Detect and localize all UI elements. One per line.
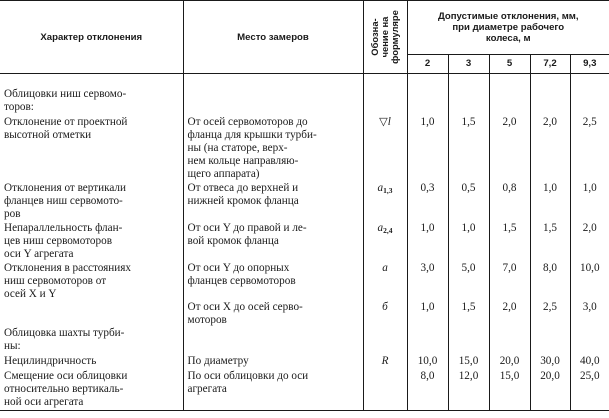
deviation-cell: Облицовка шахты турби- ны: [4, 327, 125, 352]
tolerance-value: 5,0 [448, 262, 489, 301]
location-cell: От отвеса до верхней и нижней кромок фланца [183, 182, 363, 222]
tolerance-value: 1,0 [570, 182, 609, 222]
tolerance-value: 1,5 [530, 222, 570, 262]
symbol-letter: a [377, 222, 384, 234]
symbol-cell [363, 327, 407, 355]
symbol-cell [363, 301, 407, 327]
tolerance-value: 15,0 [448, 355, 489, 370]
table-row [0, 355, 609, 370]
tolerance-value: 15,0 [489, 370, 530, 410]
symbol-letter: б [382, 301, 388, 313]
tolerance-value: 1,0 [448, 222, 489, 262]
location-cell [183, 327, 363, 355]
tolerance-value: 0,8 [489, 182, 530, 222]
deviation-cell: Непараллельность флан- цев ниш сервомоторов оси Y агрегата [4, 222, 123, 260]
symbol-cell [363, 370, 407, 410]
tolerance-value: 2,5 [530, 301, 570, 327]
deviation-cell: Нецилиндричность [4, 355, 97, 367]
table-row [0, 262, 609, 301]
location-cell: От оси Y до правой и ле- вой кромок фланца [183, 222, 363, 262]
symbol-cell [363, 88, 407, 116]
tolerance-value [448, 327, 489, 355]
header-deviation: Характер отклонения [0, 1, 183, 74]
symbol-subscript: 1,3 [383, 186, 393, 195]
location-cell: От оси X до осей серво- моторов [183, 301, 363, 327]
tolerance-value: 8,0 [530, 262, 570, 301]
deviation-cell: Отклонения от вертикали фланцев ниш сервомото- ров [4, 182, 126, 220]
tolerance-value [407, 88, 448, 116]
tolerance-value: 40,0 [570, 355, 609, 370]
location-cell: От осей сервомоторов до фланца для крышки турби- ны (на статоре, верх- нем кольце направляю- щего аппарата) [183, 116, 363, 182]
header-location: Место замеров [183, 1, 363, 74]
tolerance-value: 1,5 [489, 222, 530, 262]
tolerance-value: 3,0 [407, 262, 448, 301]
tolerance-value: 10,0 [570, 262, 609, 301]
tolerance-value [530, 327, 570, 355]
deviation-cell: Отклонение от проектной высотной отметки [4, 116, 128, 141]
symbol-letter: R [381, 355, 389, 367]
tolerance-value: 1,5 [448, 116, 489, 182]
tolerance-value: 1,0 [407, 222, 448, 262]
table-row [0, 370, 609, 410]
tolerance-value: 30,0 [530, 355, 570, 370]
location-cell [183, 88, 363, 116]
header-diameter: 7,2 [530, 54, 570, 73]
table-body [0, 74, 609, 411]
location-cell: От оси Y до опорных фланцев сервомоторов [183, 262, 363, 301]
tolerance-value: 0,3 [407, 182, 448, 222]
spacer-row [0, 74, 609, 89]
tolerance-value [407, 327, 448, 355]
tolerance-value: 2,0 [489, 301, 530, 327]
tolerance-value [489, 327, 530, 355]
tolerance-value: 2,0 [489, 116, 530, 182]
tolerance-value: 25,0 [570, 370, 609, 410]
symbol-cell [363, 116, 407, 182]
symbol-cell [363, 262, 407, 301]
tolerance-value [570, 327, 609, 355]
tolerance-value: 1,0 [530, 182, 570, 222]
tolerance-value [570, 88, 609, 116]
symbol-subscript: 2,4 [383, 226, 393, 235]
tolerance-value [489, 88, 530, 116]
symbol-cell [363, 222, 407, 262]
tolerance-value: 0,5 [448, 182, 489, 222]
tolerance-value: 10,0 [407, 355, 448, 370]
tolerance-value: 3,0 [570, 301, 609, 327]
deviation-cell: Отклонения в расстояниях ниш сервомоторов от осей X и Y [4, 262, 132, 300]
tolerance-value: 1,5 [448, 301, 489, 327]
header-symbol: Обозна- чение на формуляре [363, 1, 407, 74]
tolerance-value: 8,0 [407, 370, 448, 410]
tolerance-value: 2,0 [530, 116, 570, 182]
tolerance-value: 2,0 [570, 222, 609, 262]
table-row [0, 301, 609, 327]
deviation-cell: Смещение оси облицовки относительно вертикаль- ной оси агрегата [0, 370, 183, 410]
tolerance-value: 1,0 [407, 301, 448, 327]
tolerance-value [448, 88, 489, 116]
symbol-cell [363, 355, 407, 370]
table-row [0, 88, 609, 116]
header-diameter: 5 [489, 54, 530, 73]
tolerance-value: 2,5 [570, 116, 609, 182]
table-row [0, 222, 609, 262]
tolerance-value: 20,0 [530, 370, 570, 410]
table-row [0, 116, 609, 182]
table-row [0, 327, 609, 355]
tolerance-value: 20,0 [489, 355, 530, 370]
tolerance-value: 7,0 [489, 262, 530, 301]
tolerance-value: 1,0 [407, 116, 448, 182]
header-diameter: 3 [448, 54, 489, 73]
symbol-letter: a [382, 262, 388, 274]
symbol-letter: a [377, 182, 384, 194]
tolerance-value [530, 88, 570, 116]
deviation-cell [0, 301, 183, 327]
location-cell: По оси облицовки до оси агрегата [183, 370, 363, 410]
tolerance-value: 12,0 [448, 370, 489, 410]
header-diameter: 9,3 [570, 54, 609, 73]
table-row [0, 182, 609, 222]
symbol-letter: ▽l [379, 116, 391, 128]
deviation-cell: Облицовки ниш сервомо- торов: [4, 88, 127, 113]
header-diameter: 2 [407, 54, 448, 73]
symbol-cell [363, 182, 407, 222]
location-cell: По диаметру [183, 355, 363, 370]
header-tolerance-group: Допустимые отклонения, мм, при диаметре рабочего колеса, м [407, 1, 609, 55]
